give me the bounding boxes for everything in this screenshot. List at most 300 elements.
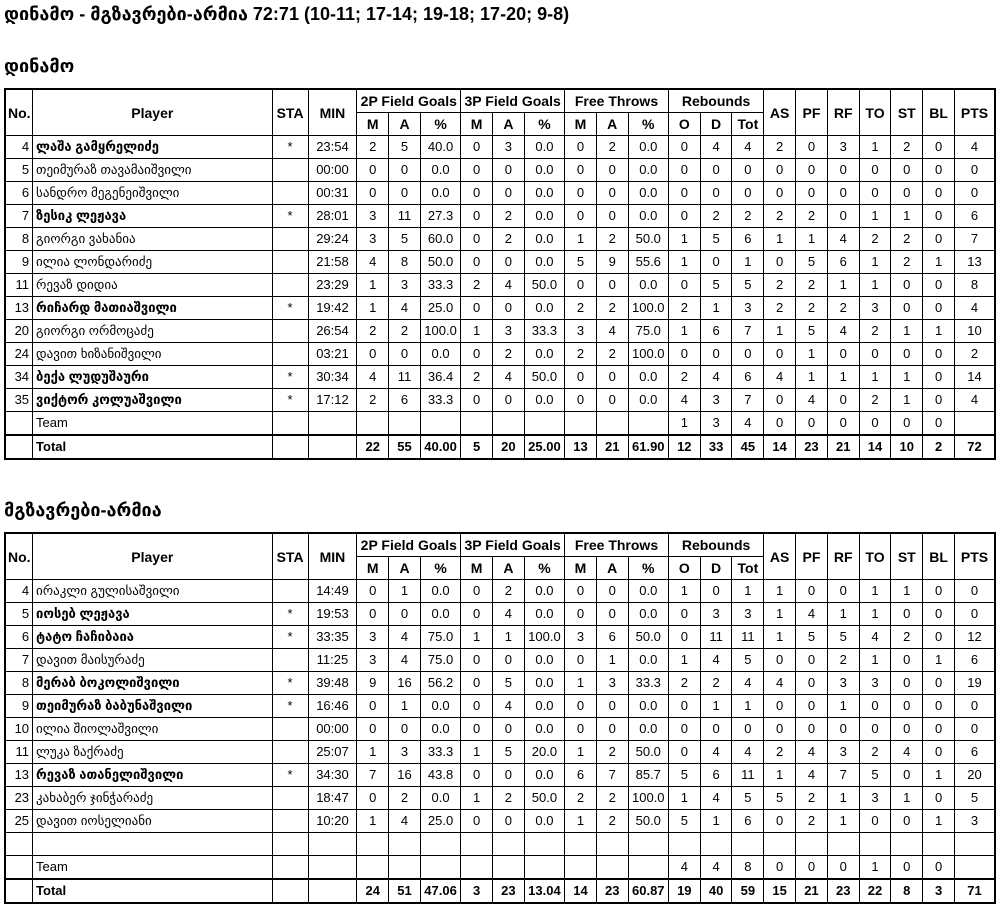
blank-cell (5, 833, 33, 856)
stat-m3: 0 (461, 205, 493, 228)
stat-o: 0 (668, 695, 700, 718)
header-player: Player (33, 533, 273, 580)
stat-st: 0 (891, 603, 923, 626)
stat-a2: 1 (389, 695, 421, 718)
player-name: სანდრო მეგენეიშვილი (33, 182, 273, 205)
table-row (5, 205, 995, 228)
stat-t: 0 (732, 343, 764, 366)
stat-t: 1 (732, 695, 764, 718)
starter-mark: * (272, 136, 308, 159)
stat-o: 0 (668, 159, 700, 182)
stat-mf: 2 (565, 787, 597, 810)
stat-a3: 0 (492, 810, 524, 833)
stat-mf: 0 (565, 159, 597, 182)
team-stat-st: 0 (891, 856, 923, 880)
header-min: MIN (308, 533, 357, 580)
blank-cell (954, 412, 995, 436)
stat-m2: 0 (357, 787, 389, 810)
player-number: 10 (5, 718, 33, 741)
player-number: 5 (5, 159, 33, 182)
blank-cell (420, 856, 460, 880)
stat-m3: 0 (461, 182, 493, 205)
stat-o: 0 (668, 718, 700, 741)
minutes: 34:30 (308, 764, 357, 787)
starter-mark (272, 787, 308, 810)
stat-pts: 0 (954, 695, 995, 718)
blank-cell (272, 833, 308, 856)
stat-pts: 12 (954, 626, 995, 649)
stat-pts: 6 (954, 205, 995, 228)
stat-bl: 0 (923, 741, 955, 764)
stat-p3: 50.0 (524, 274, 564, 297)
minutes: 11:25 (308, 649, 357, 672)
stat-p3: 0.0 (524, 343, 564, 366)
stat-bl: 0 (923, 672, 955, 695)
stat-pf: 0 (796, 182, 828, 205)
stat-st: 1 (891, 389, 923, 412)
stat-a3: 5 (492, 741, 524, 764)
stat-mf: 0 (565, 136, 597, 159)
stat-p3: 33.3 (524, 320, 564, 343)
starter-mark (272, 649, 308, 672)
table-row (5, 389, 995, 412)
stat-bl: 0 (923, 274, 955, 297)
minutes: 39:48 (308, 672, 357, 695)
stat-mf: 0 (565, 695, 597, 718)
stat-pf: 0.0 (628, 603, 668, 626)
stat-bl: 0 (923, 343, 955, 366)
table-row (5, 764, 995, 787)
stat-o: 5 (668, 764, 700, 787)
stat-bl: 0 (923, 159, 955, 182)
total-row (5, 435, 995, 459)
stat-m2: 1 (357, 810, 389, 833)
subheader-o: O (668, 113, 700, 136)
stat-d: 4 (700, 787, 732, 810)
stat-to: 2 (859, 320, 891, 343)
stat-bl: 0 (923, 366, 955, 389)
blank-cell (628, 856, 668, 880)
stat-af: 3 (596, 672, 628, 695)
stat-t: 0 (732, 159, 764, 182)
stat-af: 2 (596, 228, 628, 251)
stat-st: 0 (891, 649, 923, 672)
stat-p3: 0.0 (524, 182, 564, 205)
subheader-tot: Tot (732, 557, 764, 580)
stat-a3: 2 (492, 787, 524, 810)
stat-af: 6 (596, 626, 628, 649)
subheader-a: A (389, 113, 421, 136)
stat-to: 1 (859, 205, 891, 228)
stat-d: 1 (700, 695, 732, 718)
stat-as: 0 (764, 389, 796, 412)
stat-p3: 0.0 (524, 389, 564, 412)
total-stat-to: 22 (859, 879, 891, 903)
stat-m3: 2 (461, 274, 493, 297)
stat-st: 1 (891, 366, 923, 389)
stat-pf: 4 (796, 741, 828, 764)
stat-a2: 4 (389, 626, 421, 649)
starter-mark (272, 343, 308, 366)
stat-as: 2 (764, 741, 796, 764)
stat-to: 3 (859, 297, 891, 320)
stat-pf: 0.0 (628, 695, 668, 718)
blank-cell (420, 412, 460, 436)
total-stat-m2: 22 (357, 435, 389, 459)
stat-to: 1 (859, 649, 891, 672)
header-rebounds: Rebounds (668, 533, 763, 557)
stat-as: 2 (764, 136, 796, 159)
stat-as: 0 (764, 159, 796, 182)
stat-to: 0 (859, 182, 891, 205)
stat-mf: 0 (565, 389, 597, 412)
stat-m2: 2 (357, 320, 389, 343)
stat-o: 1 (668, 649, 700, 672)
stat-p2: 0.0 (420, 580, 460, 603)
stat-pts: 20 (954, 764, 995, 787)
stat-p2: 36.4 (420, 366, 460, 389)
stat-pf: 100.0 (628, 787, 668, 810)
player-name: ვიქტორ კოლუაშვილი (33, 389, 273, 412)
stat-o: 0 (668, 274, 700, 297)
stat-pf: 0.0 (628, 366, 668, 389)
stat-d: 1 (700, 297, 732, 320)
blank-cell (357, 412, 389, 436)
stat-d: 2 (700, 672, 732, 695)
starter-mark (272, 810, 308, 833)
stat-t: 11 (732, 626, 764, 649)
total-stat-mf: 13 (565, 435, 597, 459)
player-name: ლუკა ზაქრაძე (33, 741, 273, 764)
stat-m3: 0 (461, 718, 493, 741)
player-name: თეიმურაზ ბაბუნაშვილი (33, 695, 273, 718)
stat-mf: 0 (565, 718, 597, 741)
total-stat-bl: 2 (923, 435, 955, 459)
stat-p3: 0.0 (524, 297, 564, 320)
stat-st: 1 (891, 320, 923, 343)
stat-pts: 14 (954, 366, 995, 389)
stat-a2: 0 (389, 182, 421, 205)
stat-m3: 0 (461, 251, 493, 274)
stat-m2: 0 (357, 695, 389, 718)
header-no: No. (5, 89, 33, 136)
subheader-m: M (461, 113, 493, 136)
stat-st: 2 (891, 626, 923, 649)
stat-m3: 1 (461, 741, 493, 764)
blank-cell (389, 856, 421, 880)
player-name: ირაკლი გულისაშვილი (33, 580, 273, 603)
stat-af: 2 (596, 787, 628, 810)
stat-to: 3 (859, 787, 891, 810)
total-label: Total (33, 879, 273, 903)
stat-d: 1 (700, 810, 732, 833)
stat-st: 0 (891, 695, 923, 718)
player-number: 11 (5, 274, 33, 297)
blank-cell (389, 833, 421, 856)
minutes: 33:35 (308, 626, 357, 649)
stat-d: 11 (700, 626, 732, 649)
stat-m2: 3 (357, 626, 389, 649)
stat-st: 0 (891, 764, 923, 787)
stat-p2: 75.0 (420, 649, 460, 672)
minutes: 00:00 (308, 159, 357, 182)
player-name: კახაბერ ჯინჭარაძე (33, 787, 273, 810)
stat-bl: 0 (923, 603, 955, 626)
total-stat-a3: 20 (492, 435, 524, 459)
blank-cell (524, 856, 564, 880)
stat-as: 2 (764, 297, 796, 320)
stat-af: 0 (596, 366, 628, 389)
team-stat-rf: 0 (827, 856, 859, 880)
team-stat-st: 0 (891, 412, 923, 436)
stat-pf: 5 (796, 251, 828, 274)
stat-a2: 16 (389, 672, 421, 695)
starter-mark: * (272, 672, 308, 695)
total-stat-o: 19 (668, 879, 700, 903)
total-stat-st: 8 (891, 879, 923, 903)
total-stat-mf: 14 (565, 879, 597, 903)
team-stat-rf: 0 (827, 412, 859, 436)
header-row (5, 89, 995, 113)
stat-m3: 0 (461, 389, 493, 412)
stat-d: 2 (700, 205, 732, 228)
total-stat-rf: 23 (827, 879, 859, 903)
stat-as: 5 (764, 787, 796, 810)
total-stat-af: 21 (596, 435, 628, 459)
stat-p3: 0.0 (524, 649, 564, 672)
stat-st: 1 (891, 205, 923, 228)
blank-cell (668, 833, 700, 856)
stat-to: 1 (859, 274, 891, 297)
stat-bl: 0 (923, 626, 955, 649)
stat-o: 0 (668, 182, 700, 205)
stat-p3: 0.0 (524, 764, 564, 787)
box-score-table-home (4, 88, 996, 460)
table-row (5, 672, 995, 695)
stat-d: 4 (700, 741, 732, 764)
total-stat-pf: 23 (796, 435, 828, 459)
stat-st: 0 (891, 159, 923, 182)
stat-rf: 0 (827, 718, 859, 741)
minutes: 21:58 (308, 251, 357, 274)
table-row (5, 159, 995, 182)
total-stat-a2: 55 (389, 435, 421, 459)
stat-m2: 1 (357, 741, 389, 764)
minutes: 19:53 (308, 603, 357, 626)
blank-cell (5, 879, 33, 903)
stat-m2: 2 (357, 136, 389, 159)
stat-o: 0 (668, 205, 700, 228)
stat-bl: 0 (923, 136, 955, 159)
stat-a2: 11 (389, 366, 421, 389)
total-stat-pf: 60.87 (628, 879, 668, 903)
total-stat-t: 59 (732, 879, 764, 903)
starter-mark: * (272, 603, 308, 626)
stat-pts: 0 (954, 603, 995, 626)
table-row (5, 603, 995, 626)
starter-mark (272, 159, 308, 182)
table-row (5, 649, 995, 672)
player-number: 6 (5, 182, 33, 205)
total-stat-bl: 3 (923, 879, 955, 903)
stat-pf: 0 (796, 136, 828, 159)
player-number: 8 (5, 672, 33, 695)
stat-rf: 3 (827, 741, 859, 764)
blank-cell (5, 856, 33, 880)
stat-p2: 27.3 (420, 205, 460, 228)
stat-pts: 0 (954, 580, 995, 603)
stat-a2: 4 (389, 810, 421, 833)
subheader-pct: % (420, 557, 460, 580)
blank-cell (5, 435, 33, 459)
header-3p: 3P Field Goals (461, 89, 565, 113)
blank-cell (461, 856, 493, 880)
stat-a2: 5 (389, 136, 421, 159)
minutes: 29:24 (308, 228, 357, 251)
stat-t: 3 (732, 297, 764, 320)
stat-pts: 2 (954, 343, 995, 366)
blank-cell (628, 412, 668, 436)
stat-to: 0 (859, 159, 891, 182)
stat-d: 6 (700, 320, 732, 343)
stat-pf: 2 (796, 297, 828, 320)
header-as: AS (764, 533, 796, 580)
stat-af: 0 (596, 580, 628, 603)
stat-af: 2 (596, 343, 628, 366)
stat-m2: 4 (357, 366, 389, 389)
stat-af: 2 (596, 741, 628, 764)
stat-m2: 3 (357, 205, 389, 228)
stat-o: 1 (668, 787, 700, 810)
stat-st: 2 (891, 228, 923, 251)
stat-a3: 2 (492, 343, 524, 366)
stat-as: 1 (764, 320, 796, 343)
stat-p2: 0.0 (420, 182, 460, 205)
stat-st: 4 (891, 741, 923, 764)
blank-cell (272, 856, 308, 880)
stat-a3: 0 (492, 251, 524, 274)
stat-to: 2 (859, 389, 891, 412)
team-stat-to: 0 (859, 412, 891, 436)
stat-a2: 4 (389, 297, 421, 320)
stat-mf: 0 (565, 603, 597, 626)
stat-m3: 0 (461, 159, 493, 182)
blank-cell (308, 412, 357, 436)
header-rebounds: Rebounds (668, 89, 763, 113)
stat-af: 0 (596, 718, 628, 741)
stat-af: 0 (596, 182, 628, 205)
stat-a3: 4 (492, 603, 524, 626)
table-row (5, 695, 995, 718)
stat-to: 3 (859, 672, 891, 695)
blank-cell (732, 833, 764, 856)
table-row (5, 136, 995, 159)
header-2p: 2P Field Goals (357, 89, 461, 113)
stat-af: 0 (596, 159, 628, 182)
stat-pts: 5 (954, 787, 995, 810)
total-stat-rf: 21 (827, 435, 859, 459)
stat-a2: 16 (389, 764, 421, 787)
blank-row (5, 833, 995, 856)
starter-mark: * (272, 626, 308, 649)
stat-pf: 1 (796, 366, 828, 389)
stat-m3: 0 (461, 297, 493, 320)
stat-pf: 0.0 (628, 718, 668, 741)
stat-pts: 6 (954, 741, 995, 764)
player-name: რევაზ დიდია (33, 274, 273, 297)
subheader-d: D (700, 557, 732, 580)
stat-a2: 1 (389, 580, 421, 603)
player-number: 20 (5, 320, 33, 343)
subheader-a: A (596, 113, 628, 136)
stat-mf: 1 (565, 741, 597, 764)
stat-st: 0 (891, 718, 923, 741)
stat-o: 0 (668, 343, 700, 366)
stat-as: 2 (764, 205, 796, 228)
stat-d: 3 (700, 389, 732, 412)
stat-t: 4 (732, 672, 764, 695)
stat-a3: 2 (492, 205, 524, 228)
stat-d: 0 (700, 159, 732, 182)
blank-cell (565, 412, 597, 436)
stat-a3: 3 (492, 136, 524, 159)
stat-pf: 1 (796, 343, 828, 366)
stat-p3: 0.0 (524, 718, 564, 741)
starter-mark (272, 251, 308, 274)
stat-t: 5 (732, 787, 764, 810)
minutes: 10:20 (308, 810, 357, 833)
header-2p: 2P Field Goals (357, 533, 461, 557)
player-name: ილია შიოლაშვილი (33, 718, 273, 741)
player-number: 9 (5, 695, 33, 718)
stat-o: 1 (668, 580, 700, 603)
subheader-pct: % (420, 113, 460, 136)
stat-as: 1 (764, 764, 796, 787)
stat-af: 4 (596, 320, 628, 343)
stat-a2: 4 (389, 649, 421, 672)
team-stat-bl: 0 (923, 412, 955, 436)
player-number: 8 (5, 228, 33, 251)
stat-a2: 5 (389, 228, 421, 251)
stat-rf: 1 (827, 366, 859, 389)
subheader-a: A (596, 557, 628, 580)
header-to: TO (859, 89, 891, 136)
team-name-home: დინამო (4, 56, 75, 76)
stat-t: 6 (732, 366, 764, 389)
stat-rf: 2 (827, 297, 859, 320)
stat-m3: 0 (461, 580, 493, 603)
blank-cell (357, 856, 389, 880)
blank-cell (461, 833, 493, 856)
minutes: 23:54 (308, 136, 357, 159)
stat-rf: 2 (827, 649, 859, 672)
stat-pf: 0 (796, 695, 828, 718)
stat-bl: 1 (923, 810, 955, 833)
total-stat-d: 33 (700, 435, 732, 459)
total-label: Total (33, 435, 273, 459)
stat-mf: 1 (565, 672, 597, 695)
blank-cell (954, 856, 995, 880)
stat-pf: 5 (796, 320, 828, 343)
stat-to: 1 (859, 366, 891, 389)
blank-cell (565, 856, 597, 880)
stat-a2: 2 (389, 320, 421, 343)
blank-cell (420, 833, 460, 856)
stat-p2: 33.3 (420, 389, 460, 412)
stat-p3: 0.0 (524, 159, 564, 182)
stat-m2: 3 (357, 228, 389, 251)
player-name: ტატო ჩაჩიბაია (33, 626, 273, 649)
